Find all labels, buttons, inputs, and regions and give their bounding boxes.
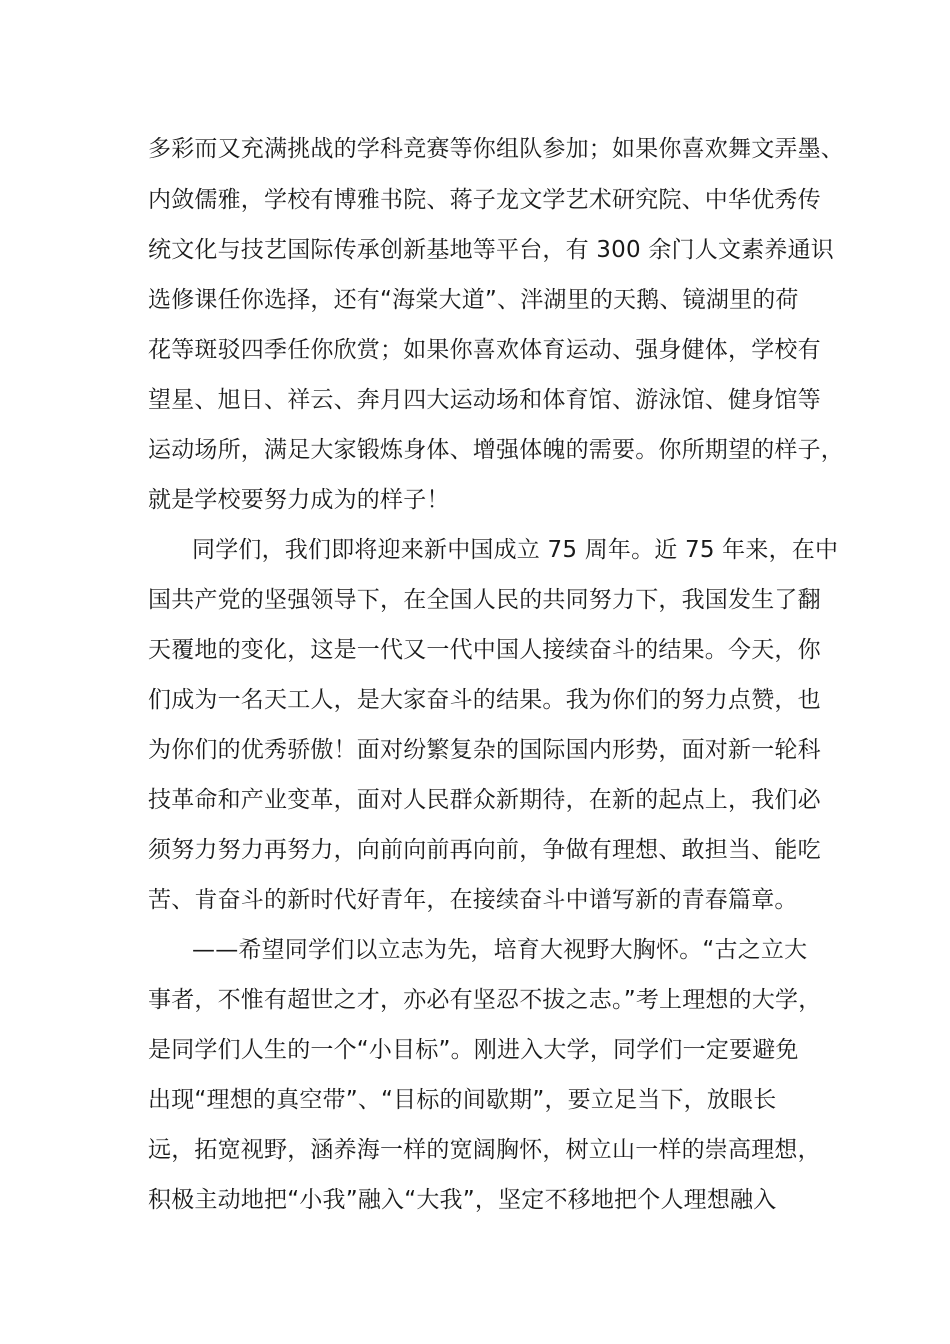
text-line: 天覆地的变化，这是一代又一代中国人接续奋斗的结果。今天，你 [148, 637, 821, 663]
text-line: 运动场所，满足大家锻炼身体、增强体魄的需要。你所期望的样子， [148, 437, 844, 463]
text-line: 选修课任你选择，还有“海棠大道”、泮湖里的天鹅、镜湖里的荷 [148, 287, 799, 313]
text-line: 国共产党的坚强领导下，在全国人民的共同努力下，我国发生了翻 [148, 587, 821, 613]
text-line: 们成为一名天工人，是大家奋斗的结果。我为你们的努力点赞，也 [148, 687, 821, 713]
paragraph-first-line: 同学们，我们即将迎来新中国成立 75 周年。近 75 年来，在中 [192, 537, 839, 563]
text-line: 须努力努力再努力，向前向前再向前，争做有理想、敢担当、能吃 [148, 837, 821, 863]
text-line: 事者，不惟有超世之才，亦必有坚忍不拔之志。”考上理想的大学， [148, 987, 822, 1013]
text-line: 技革命和产业变革，面对人民群众新期待，在新的起点上，我们必 [148, 787, 821, 813]
text-line: 统文化与技艺国际传承创新基地等平台，有 300 余门人文素养通识 [148, 237, 834, 263]
text-line: 是同学们人生的一个“小目标”。刚进入大学，同学们一定要避免 [148, 1037, 799, 1063]
text-line: 苦、肯奋斗的新时代好青年，在接续奋斗中谱写新的青春篇章。 [148, 887, 798, 913]
text-line: 远，拓宽视野，涵养海一样的宽阔胸怀，树立山一样的崇高理想， [148, 1137, 821, 1163]
text-line: 出现“理想的真空带”、“目标的间歇期”，要立足当下，放眼长 [148, 1087, 777, 1113]
paragraph-first-line: ——希望同学们以立志为先，培育大视野大胸怀。“古之立大 [192, 937, 808, 963]
text-line: 积极主动地把“小我”融入“大我”，坚定不移地把个人理想融入 [148, 1187, 777, 1213]
text-line: 就是学校要努力成为的样子！ [148, 487, 450, 513]
text-line: 望星、旭日、祥云、奔月四大运动场和体育馆、游泳馆、健身馆等 [148, 387, 821, 413]
text-line: 内敛儒雅，学校有博雅书院、蒋子龙文学艺术研究院、中华优秀传 [148, 187, 821, 213]
text-line: 花等斑驳四季任你欣赏；如果你喜欢体育运动、强身健体，学校有 [148, 337, 821, 363]
text-line: 多彩而又充满挑战的学科竞赛等你组队参加；如果你喜欢舞文弄墨、 [148, 136, 844, 162]
text-line: 为你们的优秀骄傲！面对纷繁复杂的国际国内形势，面对新一轮科 [148, 737, 821, 763]
